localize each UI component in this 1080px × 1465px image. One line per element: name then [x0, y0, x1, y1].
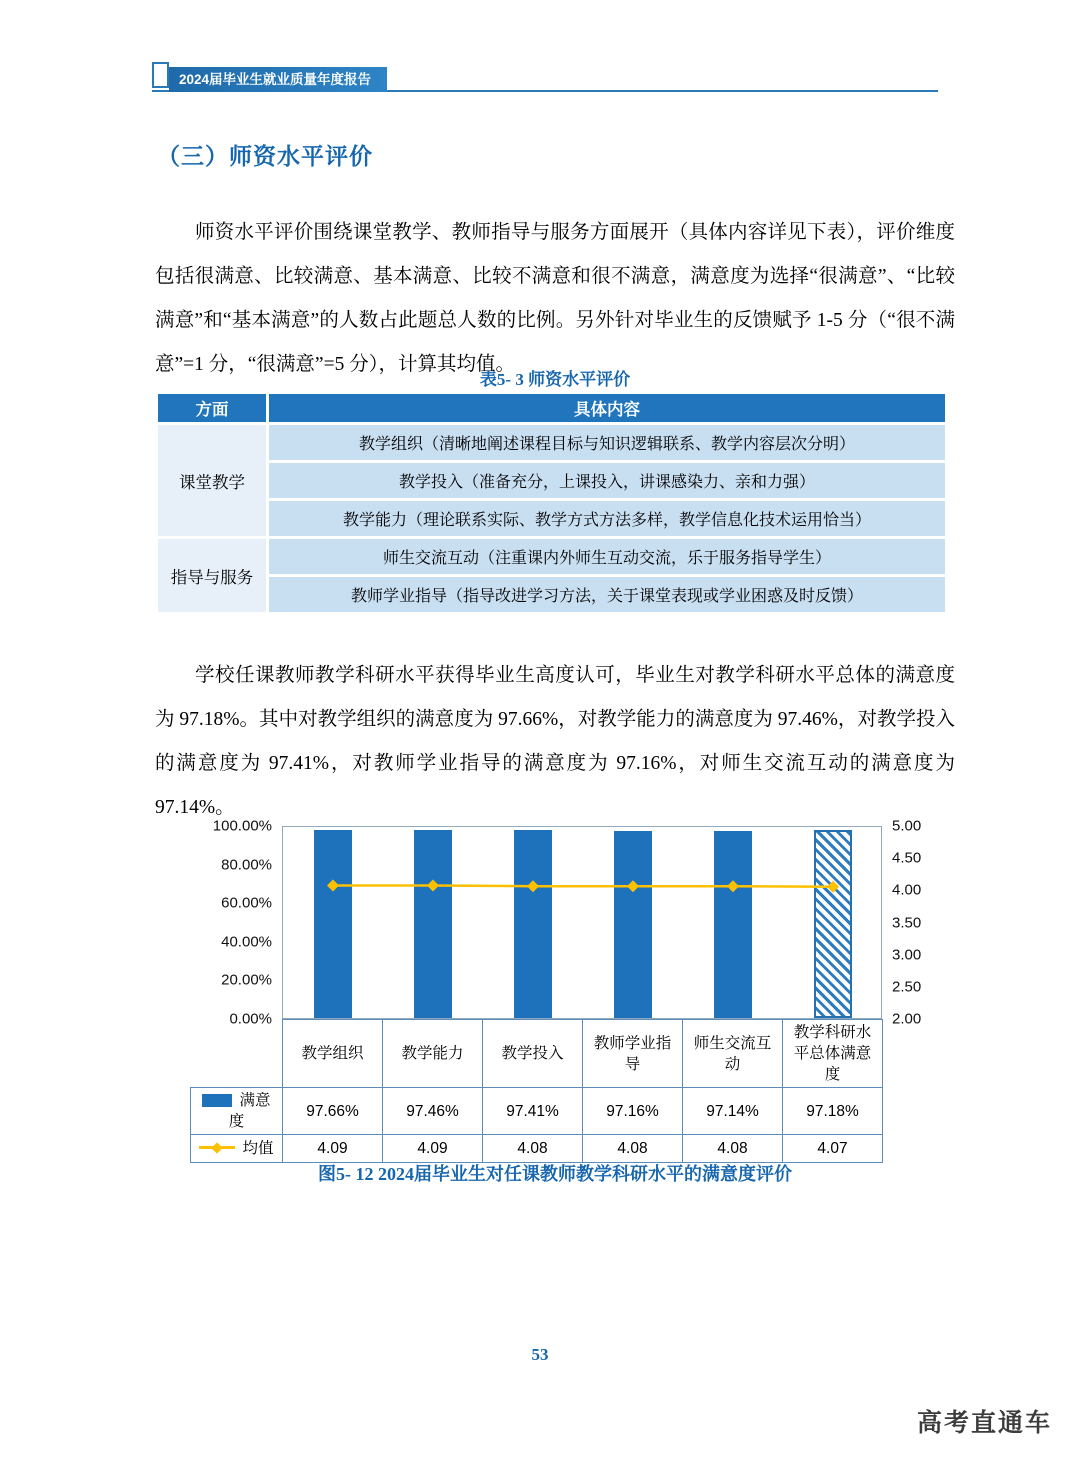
left-axis-tick: 0.00%: [229, 1010, 272, 1028]
section-title: （三）师资水平评价: [157, 143, 373, 169]
series-value-cell: 4.07: [783, 1135, 883, 1163]
table-cell: 师生交流互动（注重课内外师生互动交流，乐于服务指导学生）: [269, 539, 945, 574]
group-guidance-service: 指导与服务: [158, 539, 266, 612]
legend-series-name: 满意度: [228, 1092, 271, 1130]
diamond-marker-icon: [212, 1142, 223, 1153]
series-value-cell: 97.46%: [383, 1088, 483, 1135]
table-row: [158, 577, 945, 612]
right-axis-tick: 4.50: [892, 849, 922, 867]
legend-label-mean: [191, 1135, 283, 1163]
category-label: 教师学业指导: [583, 1020, 683, 1088]
right-axis-tick: 3.50: [892, 914, 922, 931]
left-axis-tick: 80.00%: [221, 856, 272, 874]
right-axis-tick: 2.50: [892, 978, 922, 996]
figure-caption: 图5- 12 2024届毕业生对任课教师教学科研水平的满意度评价: [318, 1164, 792, 1184]
line-marker-diamond: [527, 880, 539, 892]
chart-table-corner: [191, 1020, 283, 1088]
watermark: 高考直通车: [916, 1409, 1052, 1437]
category-label: 教学组织: [283, 1020, 383, 1088]
table-title: 表5- 3 师资水平评价: [479, 370, 631, 389]
left-axis: [190, 817, 276, 1032]
series-value-cell: 97.16%: [583, 1088, 683, 1135]
table-row: [158, 425, 945, 460]
series-value-cell: 97.14%: [683, 1088, 783, 1135]
category-label: 教学投入: [483, 1020, 583, 1088]
left-axis-tick: 20.00%: [221, 971, 272, 989]
right-axis-tick: 3.00: [892, 946, 922, 964]
series-value-cell: 97.41%: [483, 1088, 583, 1135]
left-axis-tick: 100.00%: [212, 817, 272, 835]
category-row: [191, 1020, 883, 1088]
table-cell: 教学组织（清晰地阐述课程目标与知识逻辑联系、教学内容层次分明）: [269, 425, 945, 460]
series-value-cell: 4.09: [383, 1135, 483, 1163]
header-decor-square: [152, 62, 169, 88]
table-cell: 教师学业指导（指导改进学习方法，关于课堂表现或学业困惑及时反馈）: [269, 577, 945, 612]
series-value-cell: 4.09: [283, 1135, 383, 1163]
group-classroom-teaching: 课堂教学: [158, 425, 266, 536]
right-axis-tick: 2.00: [892, 1010, 922, 1028]
right-axis-tick: 4.00: [892, 881, 922, 899]
left-axis-tick: 60.00%: [221, 894, 272, 912]
category-label: 师生交流互动: [683, 1020, 783, 1088]
category-label: 教学科研水平总体满意度: [783, 1020, 883, 1088]
line-marker-diamond: [627, 880, 639, 892]
table-row: [158, 501, 945, 536]
col-header-content: 具体内容: [269, 394, 945, 422]
table-cell: 教学能力（理论联系实际、教学方式方法多样，教学信息化技术运用恰当）: [269, 501, 945, 536]
table-row: [158, 539, 945, 574]
table-cell: 教学投入（准备充分，上课投入，讲课感染力、亲和力强）: [269, 463, 945, 498]
legend-row-satisfaction: [191, 1088, 883, 1135]
series-value-cell: 4.08: [683, 1135, 783, 1163]
chart-table: [190, 1019, 883, 1163]
mean-line: [283, 827, 883, 1020]
legend-series-name: 均值: [242, 1140, 274, 1157]
right-axis: [892, 817, 948, 1032]
line-marker-diamond: [727, 880, 739, 892]
col-header-aspect: 方面: [158, 394, 266, 422]
satisfaction-chart: [190, 817, 950, 1157]
chart-table-body: [191, 1020, 883, 1163]
page-number: 53: [531, 1345, 549, 1364]
series-value-cell: 97.66%: [283, 1088, 383, 1135]
paragraph-results: 学校任课教师教学科研水平获得毕业生高度认可，毕业生对教学科研水平总体的满意度为 97.18%。其中对教学组织的满意度为 97.66%，对教学能力的满意度为 97.46%，对教学投入的满意度为 97.41%，对教师学业指导的满意度为 97.16%，对师生交流互动的满意度为 97.14%。: [155, 664, 955, 818]
legend-label-satisfaction: [191, 1088, 283, 1135]
table-row: [158, 463, 945, 498]
line-marker-diamond: [827, 881, 839, 893]
line-legend-swatch: [199, 1146, 235, 1149]
table-header-row: [158, 394, 945, 422]
series-value-cell: 97.18%: [783, 1088, 883, 1135]
legend-row-mean: [191, 1135, 883, 1163]
teacher-eval-table: [155, 391, 948, 615]
series-value-cell: 4.08: [583, 1135, 683, 1163]
paragraph-intro: 师资水平评价围绕课堂教学、教师指导与服务方面展开（具体内容详见下表），评价维度包括很满意、比较满意、基本满意、比较不满意和很不满意，满意度为选择“很满意”、“比较满意”和“基本满意”的人数占此题总人数的比例。另外针对毕业生的反馈赋予 1-5 分（“很不满意”=1 分，“很满意”=5 分），计算其均值。: [155, 221, 955, 375]
category-label: 教学能力: [383, 1020, 483, 1088]
series-value-cell: 4.08: [483, 1135, 583, 1163]
plot-area: [282, 826, 882, 1019]
bar-legend-swatch: [202, 1094, 232, 1107]
line-marker-diamond: [427, 880, 439, 892]
header-banner: 2024届毕业生就业质量年度报告: [169, 67, 387, 92]
line-marker-diamond: [327, 880, 339, 892]
right-axis-tick: 5.00: [892, 817, 922, 835]
left-axis-tick: 40.00%: [221, 933, 272, 951]
